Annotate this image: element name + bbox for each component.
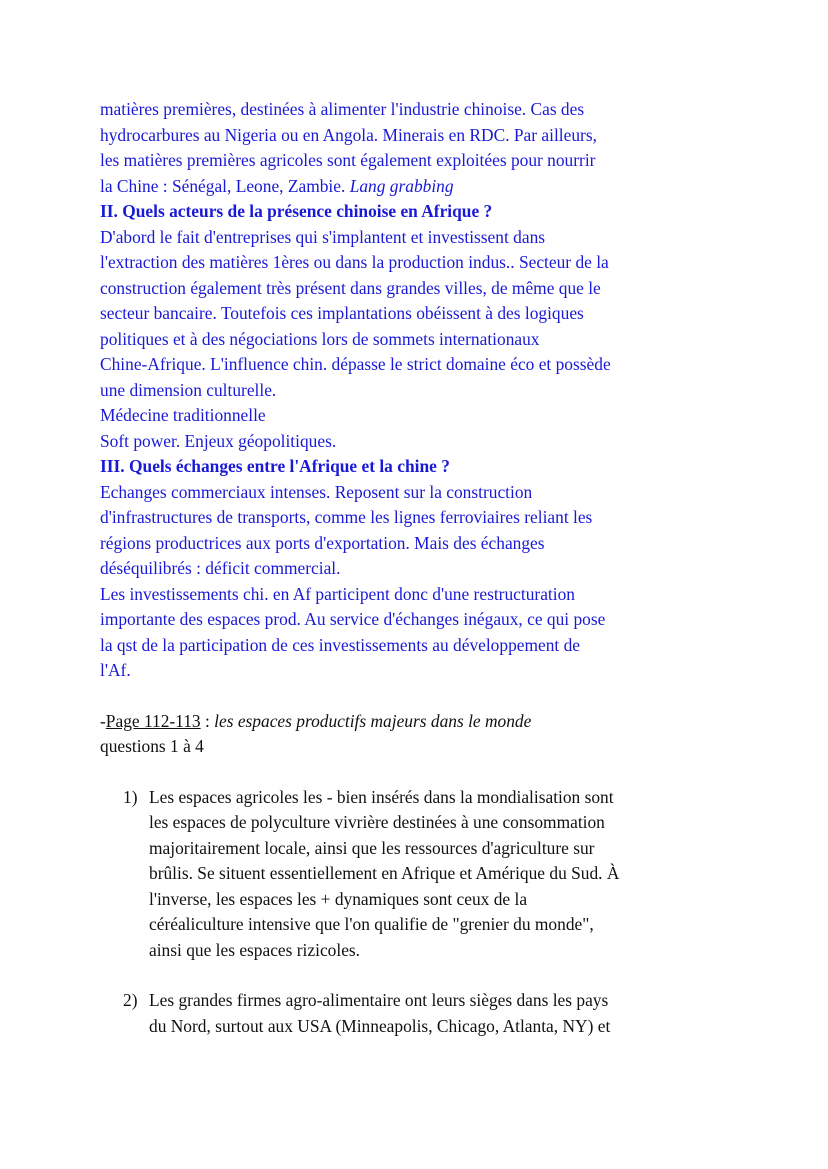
section-heading-2: II. Quels acteurs de la présence chinoise en Afrique ?: [100, 201, 493, 221]
text-line: Chine-Afrique. L'influence chin. dépasse le strict domaine éco et possède: [100, 354, 611, 374]
page-reference-link[interactable]: Page 112-113: [105, 710, 201, 731]
paragraph-actors: [100, 225, 800, 455]
text-line: Médecine traditionnelle: [100, 405, 266, 425]
blank-line: [100, 963, 800, 988]
blank-line: [100, 760, 800, 785]
answer-number: 2): [123, 990, 138, 1010]
text-line: d'infrastructures de transports, comme les lignes ferroviaires reliant les: [100, 507, 593, 527]
text-line: importante des espaces prod. Au service d'échanges inégaux, ce qui pose: [100, 609, 606, 629]
text-line: les matières premières agricoles sont également exploitées pour nourrir: [100, 150, 596, 170]
text-line: du Nord, surtout aux USA (Minneapolis, Chicago, Atlanta, NY) et: [149, 1015, 611, 1036]
text-line: la qst de la participation de ces investissements au développement de: [100, 634, 581, 655]
reference-title: les espaces productifs majeurs dans le monde: [214, 710, 532, 731]
text-line: ainsi que les espaces rizicoles.: [149, 939, 361, 960]
text-line: Echanges commerciaux intenses. Reposent sur la construction: [100, 481, 533, 502]
text-line: une dimension culturelle.: [100, 379, 277, 400]
paragraph-raw-materials: [100, 97, 800, 199]
text-line: matières premières, destinées à alimenter l'industrie chinoise. Cas des: [100, 99, 585, 119]
text-line: l'inverse, les espaces les + dynamiques sont ceux de la: [149, 888, 528, 909]
text-line: déséquilibrés : déficit commercial.: [100, 558, 341, 578]
text-line: [100, 174, 800, 200]
answer-number: 1): [123, 786, 138, 807]
text-line: l'Af.: [100, 660, 131, 680]
text-line: les espaces de polyculture vivrière destinées à une consommation: [149, 812, 605, 832]
reference-line: [100, 709, 800, 735]
text-line: hydrocarbures au Nigeria ou en Angola. Minerais en RDC. Par ailleurs,: [100, 124, 597, 145]
answer-item-2: [100, 988, 800, 1039]
text-line: secteur bancaire. Toutefois ces implantations obéissent à des logiques: [100, 303, 584, 323]
text-line: Les espaces agricoles les - bien insérés dans la mondialisation sont: [149, 786, 614, 807]
section-heading-3: III. Quels échanges entre l'Afrique et la chine ?: [100, 456, 450, 476]
text-line: construction également très présent dans grandes villes, de même que le: [100, 277, 601, 298]
text-line: l'extraction des matières 1ères ou dans la production indus.. Secteur de la: [100, 252, 609, 272]
text-line: D'abord le fait d'entreprises qui s'implantent et investissent dans: [100, 226, 546, 247]
text-line: Les grandes firmes agro-alimentaire ont leurs sièges dans les pays: [149, 990, 609, 1010]
italic-term: Lang grabbing: [349, 175, 454, 196]
text-line: céréaliculture intensive que l'on qualifie de "grenier du monde",: [149, 914, 594, 934]
page-reference: [100, 709, 800, 760]
text-line: politiques et à des négociations lors de sommets internationaux: [100, 328, 540, 349]
text-line: brûlis. Se situent essentiellement en Afrique et Amérique du Sud. À: [149, 863, 620, 883]
paragraph-exchanges: [100, 480, 800, 684]
text-run: la Chine : Sénégal, Leone, Zambie.: [100, 175, 346, 196]
answers-list: [100, 785, 800, 1040]
reference-separator: :: [200, 710, 215, 731]
answer-item-1: [100, 785, 800, 964]
text-line: régions productrices aux ports d'exportation. Mais des échanges: [100, 532, 545, 553]
document-body: [100, 97, 800, 1039]
text-line: Les investissements chi. en Af participent donc d'une restructuration: [100, 583, 575, 604]
text-line: majoritairement locale, ainsi que les ressources d'agriculture sur: [149, 837, 595, 858]
blank-line: [100, 684, 800, 709]
reference-prefix: -: [100, 710, 106, 731]
questions-label: questions 1 à 4: [100, 736, 204, 756]
text-line: Soft power. Enjeux géopolitiques.: [100, 430, 337, 451]
